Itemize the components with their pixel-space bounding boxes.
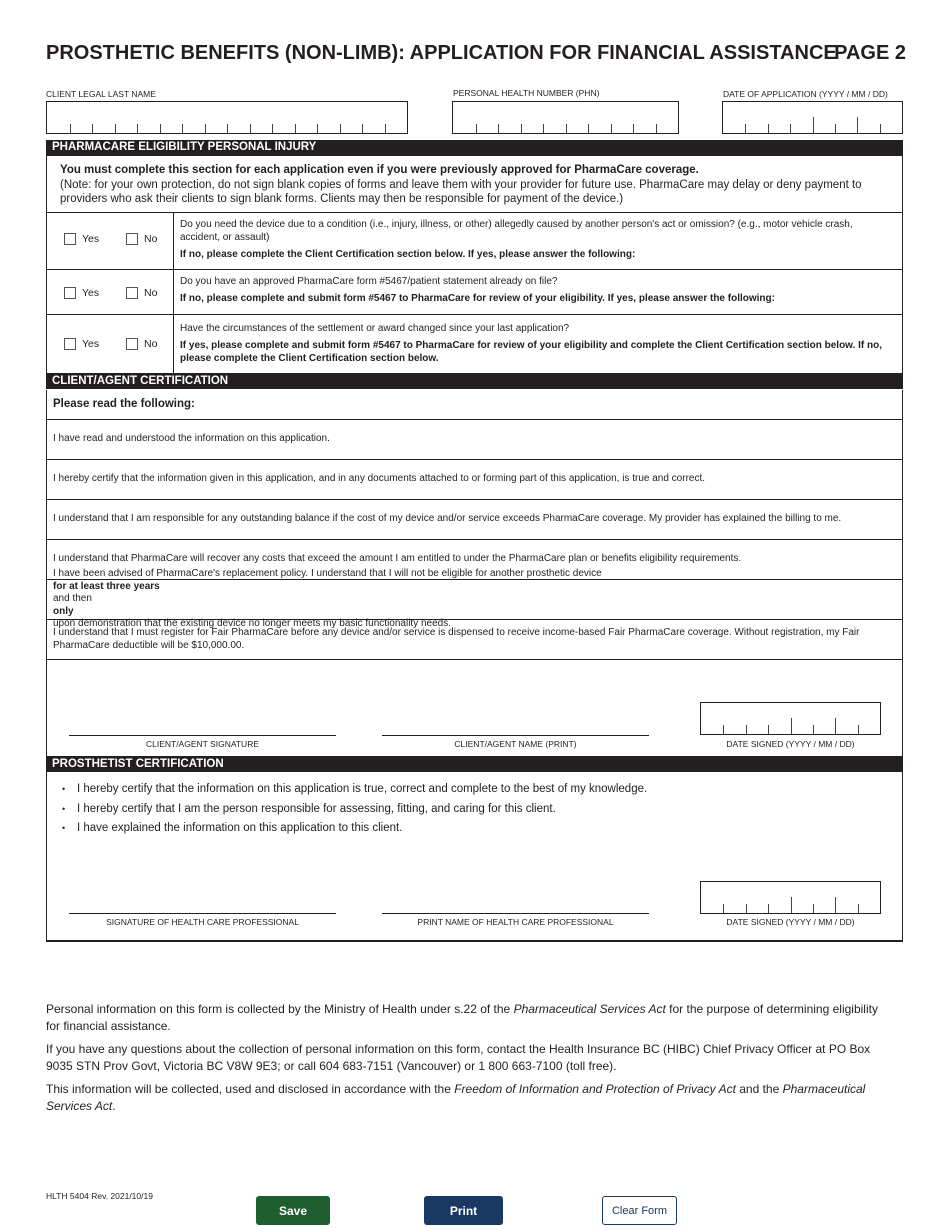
client-signature-label: CLIENT/AGENT SIGNATURE bbox=[145, 739, 260, 749]
yes-no-cell bbox=[47, 270, 174, 314]
q1-text: Do you need the device due to a condition (i.e., injury, illness, or other) allegedly caused by another person's act or omission? (e.g., motor vehicle crash, accident, or assault) If no, please complete the Client Certification section below. If yes, please answer the following: bbox=[180, 219, 853, 260]
comb-tick bbox=[521, 124, 522, 133]
eligibility-question-2 bbox=[46, 270, 903, 315]
comb-tick bbox=[813, 117, 814, 133]
client-date-signed-label: DATE SIGNED (YYYY / MM / DD) bbox=[726, 739, 855, 749]
client-cert-heading: CLIENT/AGENT CERTIFICATION bbox=[46, 374, 903, 389]
comb-tick bbox=[92, 124, 93, 133]
comb-tick bbox=[813, 725, 814, 734]
comb-tick bbox=[182, 124, 183, 133]
comb-tick bbox=[790, 124, 791, 133]
comb-tick bbox=[656, 124, 657, 133]
comb-tick bbox=[768, 904, 769, 913]
comb-tick bbox=[250, 124, 251, 133]
statement-fair-pharmacare: I understand that I must register for Fair PharmaCare before any device and/or service is dispensed to receive income-based Fair PharmaCare coverage. Without registration, my Fair PharmaCare deductible will be $10,000.00. bbox=[46, 620, 903, 660]
application-date-input[interactable] bbox=[722, 101, 903, 134]
eligibility-intro-note: (Note: for your own protection, do not sign blank copies of forms and leave them with your provider for future use. PharmaCare may delay or deny payment to providers who ask their clients to sign blank forms. Clients may then be responsible for payment of the device.) bbox=[60, 178, 862, 205]
yes-no-cell bbox=[47, 315, 174, 373]
comb-tick bbox=[723, 725, 724, 734]
bullet-item: • I hereby certify that I am the person responsible for assessing, fitting, and caring for this client. bbox=[62, 800, 647, 820]
q3-yes-checkbox[interactable]: Yes bbox=[64, 338, 99, 350]
eligibility-intro bbox=[46, 155, 903, 213]
statement-2: I hereby certify that the information given in this application, and in any documents attached to or forming part of this application, is true and correct. bbox=[46, 460, 903, 500]
privacy-paragraph-3: This information will be collected, used and disclosed in accordance with the Freedom of Information and Protection of Privacy Act and the Pharmaceutical Services Act. bbox=[46, 1082, 866, 1113]
comb-tick bbox=[857, 117, 858, 133]
bullet-item: • I have explained the information on this application to this client. bbox=[62, 819, 647, 839]
client-name-line[interactable] bbox=[382, 735, 649, 736]
comb-tick bbox=[745, 124, 746, 133]
eligibility-intro-bold: You must complete this section for each application even if you were previously approved for PharmaCare coverage. bbox=[60, 164, 699, 176]
statement-4: I understand that PharmaCare will recover any costs that exceed the amount I am entitled to under the PharmaCare plan or benefits eligibility requirements. bbox=[46, 540, 903, 580]
privacy-notice bbox=[46, 1001, 886, 1121]
comb-tick bbox=[70, 124, 71, 133]
comb-tick bbox=[633, 124, 634, 133]
eligibility-heading: PHARMACARE ELIGIBILITY PERSONAL INJURY bbox=[46, 140, 903, 155]
q1-yes-checkbox[interactable]: Yes bbox=[64, 233, 99, 245]
save-button[interactable]: Save bbox=[256, 1196, 330, 1225]
comb-tick bbox=[227, 124, 228, 133]
statement-1: I have read and understood the information on this application. bbox=[46, 420, 903, 460]
form-revision: HLTH 5404 Rev. 2021/10/19 bbox=[46, 1191, 153, 1201]
clear-form-button[interactable]: Clear Form bbox=[602, 1196, 677, 1225]
comb-tick bbox=[160, 124, 161, 133]
comb-tick bbox=[340, 124, 341, 133]
phn-input[interactable] bbox=[452, 101, 679, 134]
comb-tick bbox=[476, 124, 477, 133]
comb-tick bbox=[813, 904, 814, 913]
client-name-label: CLIENT/AGENT NAME (PRINT) bbox=[454, 739, 577, 749]
professional-name-line[interactable] bbox=[382, 913, 649, 914]
comb-tick bbox=[723, 904, 724, 913]
q3-no-checkbox[interactable]: No bbox=[126, 338, 157, 350]
q2-no-checkbox[interactable]: No bbox=[126, 287, 157, 299]
comb-tick bbox=[272, 124, 273, 133]
comb-tick bbox=[498, 124, 499, 133]
comb-tick bbox=[588, 124, 589, 133]
privacy-paragraph-2: If you have any questions about the collection of personal information on this form, contact the Health Insurance BC (HIBC) Chief Privacy Officer at PO Box 9035 STN Prov Govt, Victoria BC V8W 9E3; or call 604 683-7151 (Vancouver) or 1 800 663-7100 (toll free). bbox=[46, 1042, 871, 1073]
comb-tick bbox=[362, 124, 363, 133]
comb-tick bbox=[835, 124, 836, 133]
comb-tick bbox=[768, 124, 769, 133]
client-signature-area bbox=[46, 660, 903, 757]
last-name-label: CLIENT LEGAL LAST NAME bbox=[46, 89, 156, 99]
bullet-item: • I hereby certify that the information on this application is true, correct and complete to the best of my knowledge. bbox=[62, 780, 647, 800]
comb-tick bbox=[137, 124, 138, 133]
privacy-paragraph-1: Personal information on this form is collected by the Ministry of Health under s.22 of the Pharmaceutical Services Act for the purpose of determining eligibility for financial assistance. bbox=[46, 1002, 878, 1033]
comb-tick bbox=[566, 124, 567, 133]
form-title bbox=[46, 42, 906, 72]
comb-tick bbox=[835, 718, 836, 734]
professional-date-signed-label: DATE SIGNED (YYYY / MM / DD) bbox=[726, 917, 855, 927]
comb-tick bbox=[858, 904, 859, 913]
professional-date-signed-input[interactable] bbox=[700, 881, 881, 914]
prosthetist-cert-heading: PROSTHETIST CERTIFICATION bbox=[46, 757, 903, 772]
form-title-text: PROSTHETIC BENEFITS (NON-LIMB): APPLICATION FOR FINANCIAL ASSISTANCE bbox=[46, 42, 837, 64]
q3-text: Have the circumstances of the settlement or award changed since your last application? If yes, please complete and submit form #5467 to PharmaCare for review of your eligibility and complete the Client Certification section below. If no, please complete the Client Certification section below. bbox=[180, 323, 883, 364]
last-name-input[interactable] bbox=[46, 101, 408, 134]
read-following-label: Please read the following: bbox=[46, 390, 903, 420]
comb-tick bbox=[791, 718, 792, 734]
comb-tick bbox=[543, 124, 544, 133]
phn-label: PERSONAL HEALTH NUMBER (PHN) bbox=[453, 88, 600, 98]
statement-replacement-policy: I have been advised of PharmaCare's replacement policy. I understand that I will not be eligible for another prosthetic device for at least three years and then only upon demonstration that the existing device no longer meets my basic functionality needs. bbox=[46, 580, 903, 620]
comb-tick bbox=[746, 725, 747, 734]
application-date-label: DATE OF APPLICATION (YYYY / MM / DD) bbox=[723, 89, 888, 99]
q2-yes-checkbox[interactable]: Yes bbox=[64, 287, 99, 299]
professional-signature-label: SIGNATURE OF HEALTH CARE PROFESSIONAL bbox=[106, 917, 299, 927]
client-date-signed-input[interactable] bbox=[700, 702, 881, 735]
print-button[interactable]: Print bbox=[424, 1196, 503, 1225]
comb-tick bbox=[317, 124, 318, 133]
professional-name-label: PRINT NAME OF HEALTH CARE PROFESSIONAL bbox=[417, 917, 614, 927]
comb-tick bbox=[611, 124, 612, 133]
comb-tick bbox=[768, 725, 769, 734]
comb-tick bbox=[791, 897, 792, 913]
comb-tick bbox=[880, 124, 881, 133]
statement-3: I understand that I am responsible for any outstanding balance if the cost of my device and/or service exceeds PharmaCare coverage. My provider has explained the billing to me. bbox=[46, 500, 903, 540]
q1-no-checkbox[interactable]: No bbox=[126, 233, 157, 245]
yes-no-cell bbox=[47, 213, 174, 269]
eligibility-question-1 bbox=[46, 213, 903, 270]
professional-signature-line[interactable] bbox=[69, 913, 336, 914]
eligibility-question-3 bbox=[46, 315, 903, 374]
comb-tick bbox=[295, 124, 296, 133]
comb-tick bbox=[835, 897, 836, 913]
comb-tick bbox=[115, 124, 116, 133]
comb-tick bbox=[205, 124, 206, 133]
page-number: PAGE 2 bbox=[834, 42, 906, 64]
q2-text: Do you have an approved PharmaCare form #5467/patient statement already on file? If no, please complete and submit form #5467 to PharmaCare for review of your eligibility. If yes, please answer the following: bbox=[180, 276, 775, 304]
comb-tick bbox=[385, 124, 386, 133]
comb-tick bbox=[746, 904, 747, 913]
prosthetist-bullets bbox=[62, 780, 647, 839]
comb-tick bbox=[858, 725, 859, 734]
client-signature-line[interactable] bbox=[69, 735, 336, 736]
